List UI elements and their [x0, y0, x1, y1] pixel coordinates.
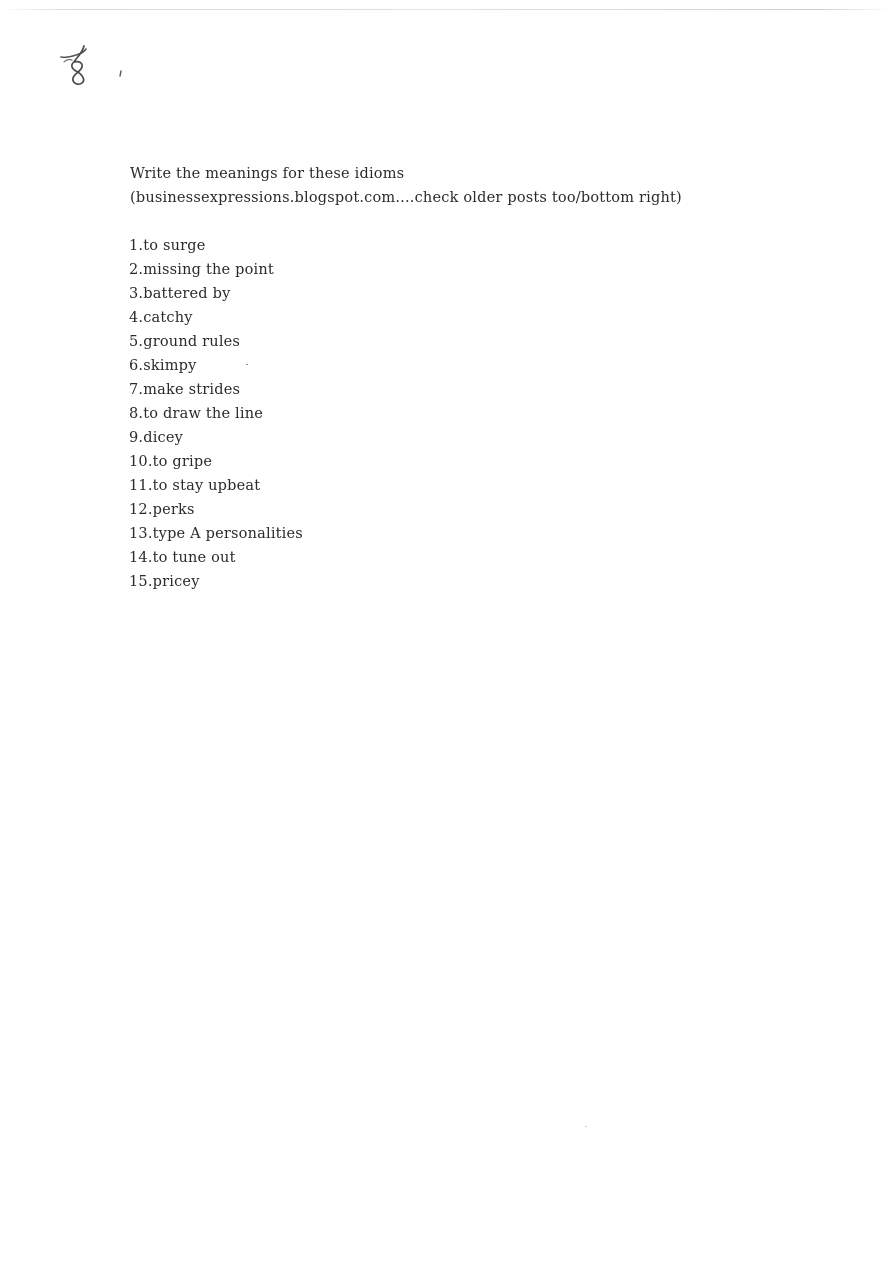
- instructions-block: [130, 162, 830, 210]
- idiom-item: 8.to draw the line: [129, 406, 264, 422]
- idiom-item: 15.pricey: [129, 574, 200, 590]
- idiom-item: 6.skimpy: [129, 358, 197, 374]
- scan-speck: [246, 364, 248, 365]
- idiom-item: 12.perks: [129, 502, 195, 518]
- idiom-item: 9.dicey: [129, 430, 184, 446]
- idiom-item: 7.make strides: [129, 382, 241, 398]
- idiom-item: 3.battered by: [129, 286, 231, 302]
- idiom-item: 13.type A personalities: [129, 526, 303, 542]
- idiom-list: [129, 234, 629, 594]
- idiom-item: 14.to tune out: [129, 550, 236, 566]
- idiom-item: 5.ground rules: [129, 334, 241, 350]
- idiom-item: 11.to stay upbeat: [129, 478, 261, 494]
- idiom-item: 1.to surge: [129, 238, 206, 254]
- idiom-item: 10.to gripe: [129, 454, 213, 470]
- instructions-heading: Write the meanings for these idioms: [130, 166, 405, 182]
- instructions-source-note: (businessexpressions.blogspot.com....check older posts too/bottom right): [130, 190, 682, 206]
- scan-edge-line: [0, 9, 893, 10]
- idiom-item: 4.catchy: [129, 310, 193, 326]
- idiom-item: 2.missing the point: [129, 262, 274, 278]
- scan-speck: [585, 1126, 587, 1127]
- handwritten-mark: [56, 40, 136, 92]
